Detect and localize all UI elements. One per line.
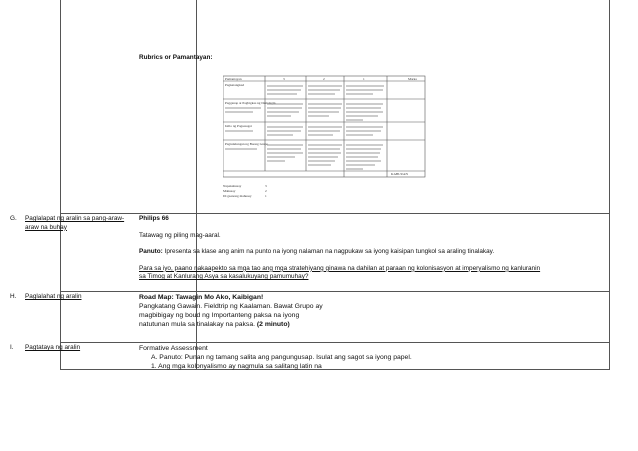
rubric-table-image: [223, 73, 593, 203]
rubric-scale-label: Di gaanong mahusay: [223, 194, 252, 198]
activity-title: Road Map: Tawagin Mo Ako, Kaibigan!: [139, 294, 264, 301]
rubric-scale-label: Mahusay: [223, 189, 236, 193]
panuto-line: [139, 248, 544, 257]
instruction-line: Tatawag ng piling mag-aaral.: [139, 231, 221, 239]
rubric-criterion: Istilo ng Pagsasagot: [225, 124, 253, 128]
rubric-scale-label: Napakahusay: [223, 184, 242, 188]
panuto-label: Panuto:: [139, 248, 163, 256]
row-label: Pagtataya ng aralin: [25, 344, 81, 351]
instruction-text: natutunan mula sa tinalakay na paksa.: [139, 321, 257, 329]
assessment-instruction: A. Panuto: Punan ng tamang salita ang pangungusap. Isulat ang sagot sa iyong papel.: [151, 354, 412, 362]
time-limit: (2 minuto): [256, 321, 290, 329]
rubric-scale-value: 3: [265, 184, 267, 188]
rubric-criterion: Pagkatangkad: [225, 83, 245, 87]
row-i-content-cell: [139, 344, 544, 372]
rubric-criterion: Pagganap at Pagbigkas ng Damdagin: [225, 101, 276, 105]
row-letter: H.: [10, 293, 17, 300]
row-label: Paglalapat ng aralin sa pang-araw-araw na buhay: [25, 215, 125, 231]
rubric-scale-value: 2: [265, 189, 267, 193]
row-divider: [61, 342, 609, 343]
rubric-criterion: Pagtutulungan ng Buong Grupo: [225, 142, 269, 146]
rubric-header-cell: Pamantayan: [225, 77, 242, 81]
instruction-line: magbibigay ng boud ng Importanteng paksa na iyong: [139, 312, 300, 320]
rubric-header-cell: Marka: [408, 77, 417, 81]
row-divider: [61, 213, 609, 214]
instruction-line: [139, 320, 544, 329]
row-letter: I.: [10, 344, 14, 351]
row-g-content-cell: [139, 215, 544, 282]
instruction-line: Pangkatang Gawain. Fieldtrip ng Kaalaman. Bawat Grupo ay: [139, 303, 323, 311]
activity-title: Philips 66: [139, 215, 169, 222]
panuto-text: Ipresenta sa klase ang anim na punto na iyong nalaman na nagpukaw sa iyong kaisipan tungkol sa araling tinalakay.: [162, 248, 495, 256]
row-h-content-cell: [139, 293, 544, 329]
assessment-item: 1. Ang mga kolonyalismo ay nagmula sa salitang latin na: [151, 363, 322, 371]
activity-title: Formative Assessment: [139, 345, 208, 352]
rubric-header-cell: 1: [363, 77, 365, 81]
row-letter: G.: [10, 215, 17, 222]
guide-question: Para sa iyo, paano nakaapekto sa mga tao ang mga stratehiyang ginawa na dahilan at paraan ng kolonisasyon at imperyalismo ng kanluranin sa Timog at Kanlurang Asya sa kasalukuyang pamumuhay?: [139, 264, 541, 281]
rubric-scale-value: 1: [265, 194, 267, 198]
rubric-header-cell: 3: [283, 77, 285, 81]
rubric-total-label: KABUUAN: [391, 172, 408, 176]
rubric-header-cell: 2: [323, 77, 325, 81]
row-divider: [61, 291, 609, 292]
row-label: Paglalahat ng aralin: [25, 293, 82, 300]
rubric-heading: Rubrics or Pamantayan:: [139, 54, 213, 61]
